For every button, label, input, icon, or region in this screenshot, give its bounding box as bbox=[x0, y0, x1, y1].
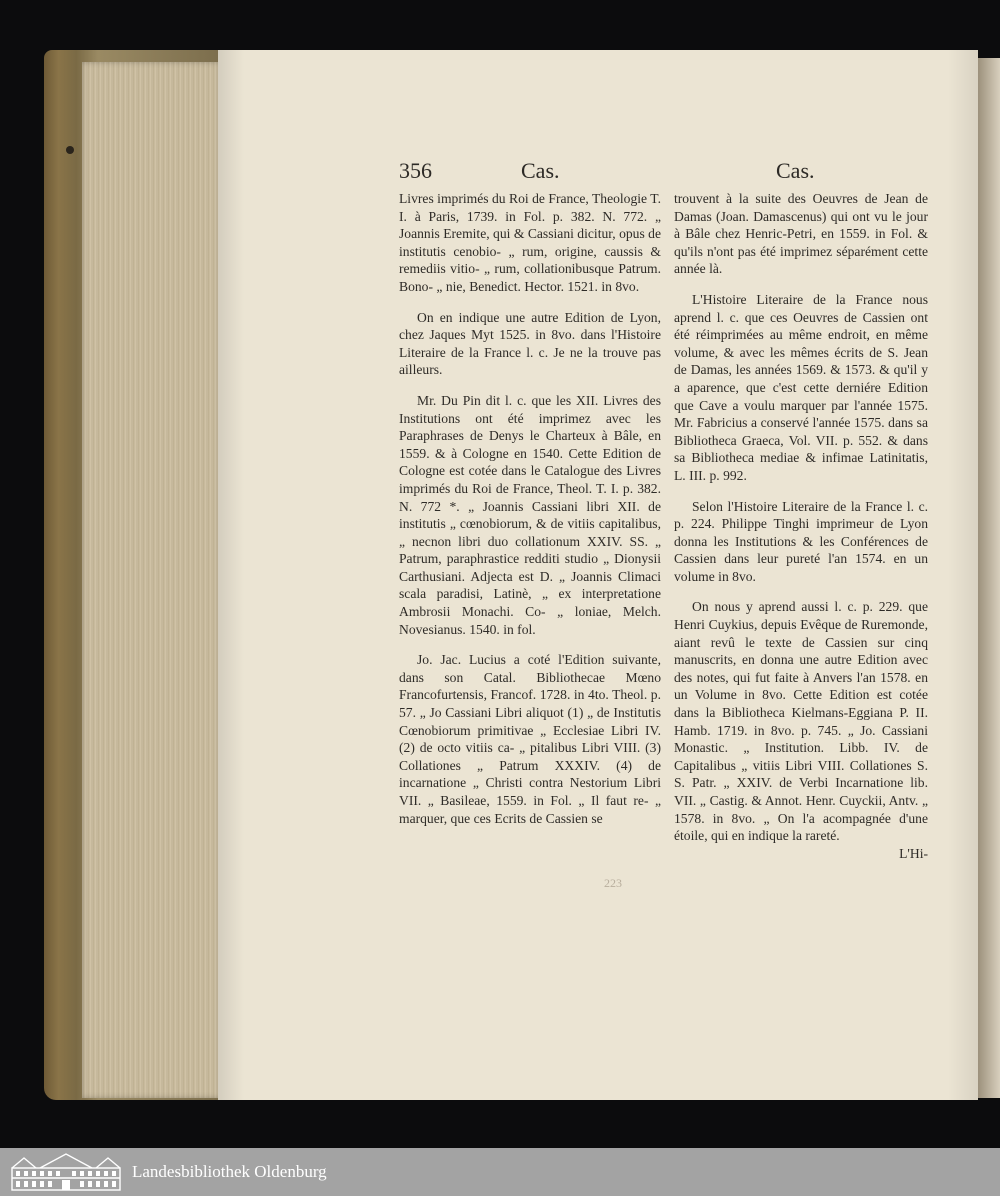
paragraph: Selon l'Histoire Literaire de la France l. c. p. 224. Philippe Tinghi imprimeur de Lyon donna les Institutions & les Conférences de Cassien dans leur pureté l'an 1574. en un volume in 8vo. bbox=[674, 498, 928, 584]
footer-bar bbox=[0, 1148, 1000, 1196]
paragraph: Mr. Du Pin dit l. c. que les XII. Livres des Institutions ont été imprimez avec les Paraphrases de Denys le Charteux à Bâle, en 1559. & à Cologne en 1540. Cette Edition de Cologne est cotée dans le Catalogue des Livres imprimés du Roi de France, Theol. T. I. p. 382. N. 772 *. „ Joannis Cassiani libri XII. de institutis „ cœnobiorum, & de vitiis capitalibus, „ necnon libri duo collationum XXIV. SS. „ Patrum, paraphrastice redditi studio „ Dionysii Carthusiani. Adjecta est D. „ Joannis Climaci scala paradisi, Latinè, „ ex interpretatione Ambrosii Monachi. Co- „ loniae, Melch. Novesianus. 1540. in fol. bbox=[399, 392, 661, 637]
running-head-left: Cas. bbox=[521, 158, 560, 183]
facing-page-edge bbox=[978, 58, 1000, 1098]
right-column bbox=[674, 190, 928, 862]
paragraph: trouvent à la suite des Oeuvres de Jean de Damas (Joan. Damascenus) qui ont vu le jour à Bâle chez Henric-Petri, en 1559. in Fol. & qu'ils n'ont pas été imprimez séparément cette année là. bbox=[674, 191, 928, 277]
page-edges bbox=[82, 62, 220, 1098]
paragraph: Livres imprimés du Roi de France, Theologie T. I. à Paris, 1739. in Fol. p. 382. N. 772. „ Joannis Eremite, qui & Cassiani dicitur, opus de institutis cenobio- „ rum, origine, caussis & remediis vitio- „ rum, collationibusque Patrum. Bono- „ nie, Benedict. Hector. 1521. in 8vo. bbox=[399, 191, 661, 294]
page-number: 356 bbox=[399, 158, 432, 183]
library-building-icon bbox=[10, 1152, 122, 1192]
paragraph: Jo. Jac. Lucius a coté l'Edition suivante, dans son Catal. Bibliothecae Mœno Francofurtensis, Francof. 1728. in 4to. Theol. p. 57. „ Jo Cassiani Libri aliquot (1) „ de Institutis Cœnobiorum primitivae „ Ecclesiae Libri IV. (2) de octo vitiis ca- „ pitalibus Libri VIII. (3) Collationes „ Patrum XXXIV. (4) de incarnatione „ Christi contra Nestorium Libri VII. „ Basileae, 1559. in Fol. „ Il faut re- „ marquer, que ces Ecrits de Cassien se bbox=[399, 652, 661, 826]
paragraph: On nous y aprend aussi l. c. p. 229. que Henri Cuykius, depuis Evêque de Ruremonde, aiant revû le texte de Cassien sur cinq manuscrits, en donna une autre Edition avec des notes, qui fut faite à Anvers l'an 1578. en un Volume in 8vo. Cette Edition est cotée dans la Bibliotheca Kielmans-Eggiana P. II. Hamb. 1719. in 8vo. p. 745. „ Jo. Cassiani Monastic. „ Institution. Libb. IV. de Capitalibus „ vitiis Libri VIII. Collationes S. S. Patr. „ XXIV. de Verbi Incarnatione lib. VII. „ Castig. & Annot. Henr. Cuyckii, Antv. „ 1578. in 8vo. „ On l'a acompagnée d'une étoile, qui en indique la rareté. bbox=[674, 599, 928, 844]
bleed-through-text: 223 bbox=[604, 876, 622, 890]
library-name: Landesbibliothek Oldenburg bbox=[132, 1162, 327, 1181]
left-column bbox=[399, 190, 661, 840]
running-head-right: Cas. bbox=[776, 158, 815, 183]
catchword: L'Hi- bbox=[899, 845, 928, 861]
binding-nail bbox=[66, 146, 74, 154]
paragraph: L'Histoire Literaire de la France nous aprend l. c. que ces Oeuvres de Cassien ont été réimprimées au même endroit, en même volume, & avec les mêmes écrits de S. Jean de Damas, les années 1569. & 1573. & qu'il y a aparence, que c'est cette derniére Edition que Cave a voulu marquer par l'année 1575. Mr. Fabricius a conservé l'année 1575. dans sa Bibliotheca Graeca, Vol. VII. p. 552. & dans sa Bibliotheca mediae & infimae Latinitatis, L. III. p. 992. bbox=[674, 291, 928, 483]
paragraph: On en indique une autre Edition de Lyon, chez Jaques Myt 1525. in 8vo. dans l'Histoire Literaire de la France l. c. Je ne la trouve pas ailleurs. bbox=[399, 309, 661, 378]
